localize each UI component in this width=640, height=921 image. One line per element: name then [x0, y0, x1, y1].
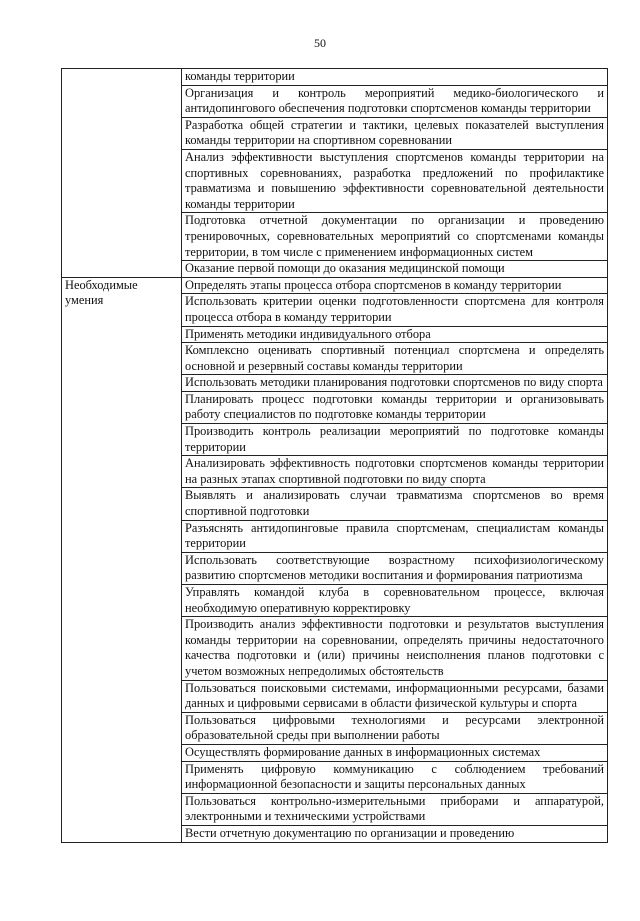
item-text: Анализ эффективности выступления спортсменов команды территории на спортивных соревнованиях, разработка предложений по профилактике травматизма и повышению эффективности соревновательной деятельности команды территории [185, 149, 604, 211]
item-cell [182, 85, 608, 117]
item-text: Использовать методики планирования подготовки спортсменов по виду спорта [185, 375, 603, 390]
item-cell [182, 793, 608, 825]
section-label-cell [62, 69, 182, 278]
item-cell [182, 712, 608, 744]
item-cell [182, 424, 608, 456]
item-text: Производить анализ эффективности подготовки и результатов выступления команды территории на соревновании, определять причины недостаточного качества подготовки и (или) причины неисполнения планов подготовки с учетом возможных непредолимых обстоятельств [185, 617, 604, 678]
item-text: Управлять командой клуба в соревновательном процессе, включая необходимую оперативную корректировку [185, 585, 604, 615]
item-cell [182, 825, 608, 842]
item-text: Пользоваться цифровыми технологиями и ресурсами электронной образовательной среды при выполнении работы [185, 712, 604, 743]
table-row [62, 277, 608, 294]
item-text: Использовать критерии оценки подготовленности спортсмена для контроля процесса отбора в команду территории [185, 294, 604, 324]
item-text: Осуществлять формирование данных в информационных системах [185, 744, 541, 759]
item-cell [182, 585, 608, 617]
item-cell [182, 149, 608, 212]
item-cell [182, 213, 608, 261]
item-text: Планировать процесс подготовки команды территории и организовывать работу специалистов по подготовке команды территории [185, 391, 604, 422]
item-text: Пользоваться контрольно-измерительными приборами и аппаратурой, электронными и техническими устройствами [185, 793, 604, 824]
item-cell [182, 552, 608, 584]
section-label: Необходимые умения [65, 277, 138, 308]
item-text: Анализировать эффективность подготовки спортсменов команды территории на разных этапах спортивной подготовки по виду спорта [185, 456, 604, 486]
page-number: 50 [314, 36, 326, 50]
table-row [62, 69, 608, 86]
item-cell [182, 294, 608, 326]
item-cell [182, 761, 608, 793]
item-text: Организация и контроль мероприятий медико-биологического и антидопингового обеспечения подготовки спортсменов команды территории [185, 85, 604, 116]
item-cell [182, 617, 608, 680]
item-text: Вести отчетную документацию по организации и проведению [185, 825, 515, 840]
item-cell [182, 69, 608, 86]
item-text: Комплексно оценивать спортивный потенциал спортсмена и определять основной и резервный составы команды территории [185, 343, 604, 373]
item-cell [182, 343, 608, 375]
item-cell [182, 488, 608, 520]
item-text: Выявлять и анализировать случаи травматизма спортсменов во время спортивной подготовки [185, 488, 604, 519]
item-cell [182, 456, 608, 488]
item-text: Определять этапы процесса отбора спортсменов в команду территории [185, 277, 562, 292]
section-label-cell [62, 277, 182, 842]
item-text: Применять цифровую коммуникацию с соблюдением требований информационной безопасности и защиты персональных данных [185, 761, 604, 792]
requirements-table [61, 68, 608, 843]
item-text: Использовать соответствующие возрастному психофизиологическому развитию спортсменов методики воспитания и формирования патриотизма [185, 552, 604, 583]
item-text: Подготовка отчетной документации по организации и проведению тренировочных, соревновательных мероприятий со спортсменами команды территории, в том числе с применением информационных систем [185, 213, 604, 259]
item-text: Производить контроль реализации мероприятий по подготовке команды территории [185, 424, 604, 454]
item-text: Применять методики индивидуального отбора [185, 326, 431, 341]
item-cell [182, 375, 608, 392]
item-cell [182, 277, 608, 294]
item-text: Пользоваться поисковыми системами, информационными ресурсами, базами данных и цифровыми сервисами в области физической культуры и спорта [185, 680, 604, 711]
item-cell [182, 261, 608, 278]
item-text: команды территории [185, 69, 295, 83]
item-cell [182, 326, 608, 343]
item-cell [182, 744, 608, 761]
item-text: Оказание первой помощи до оказания медицинской помощи [185, 261, 505, 276]
item-text: Разъяснять антидопинговые правила спортсменам, специалистам команды территории [185, 520, 604, 551]
item-cell [182, 520, 608, 552]
item-text: Разработка общей стратегии и тактики, целевых показателей выступления команды территории на спортивном соревновании [185, 117, 604, 148]
item-cell [182, 117, 608, 149]
item-cell [182, 391, 608, 423]
item-cell [182, 680, 608, 712]
